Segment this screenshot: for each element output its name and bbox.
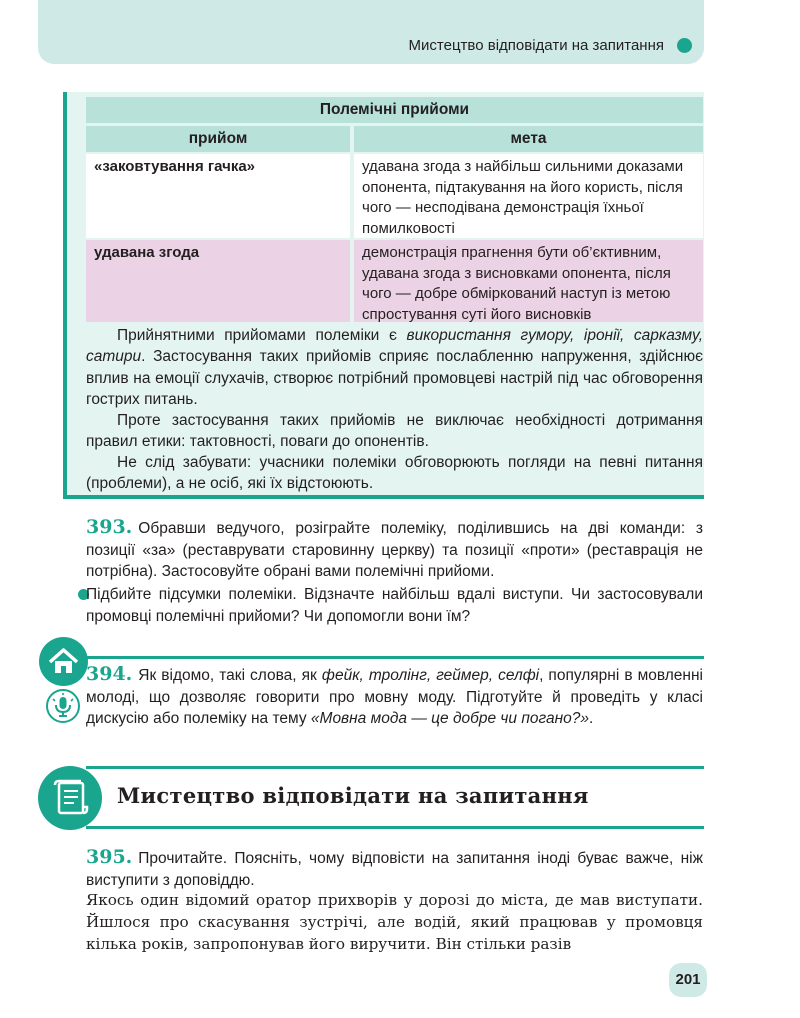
homework-rule [86,656,704,659]
exercise-number: 394. [86,663,133,685]
header-band [38,0,704,64]
section-title: Мистецтво відповідати на запитання [117,783,589,808]
exercise-395: 395. Прочитайте. Поясніть, чому відповісти на запитання іноді буває важче, ніж виступити з доповіддю. [86,846,703,889]
page-number: 201 [669,963,707,997]
microphone-icon [46,689,80,723]
table-cell-technique: удавана згода [86,240,350,322]
scroll-icon [38,766,102,830]
table-title: Полемічні прийоми [86,97,703,123]
story-paragraph: Якось один відомий оратор прихворів у дорозі до міста, де мав виступати. Йшлося про скасування зустрічі, але водій, який працював у промовця кілька років, запропонував його виручити. Він стільки разів [86,891,703,953]
exercise-number: 393. [86,516,133,538]
table-cell-goal: удавана згода з найбільш сильними доказами опонента, підтакування на його користь, після чого — несподівана демонстрація їхньої помилковості [354,154,703,238]
table-header-goal: мета [354,126,703,152]
exercise-394: 394. Як відомо, такі слова, як фейк, тролінг, геймер, селфі, популярні в мовленні молоді, що дозволяє говорити про мовну моду. Підготуйте й проведіть у класі дискусію або полеміку на тему «Мовна мода — це добре чи погано?». [86,663,703,727]
header-dot [677,38,692,53]
exercise-393: 393. Обравши ведучого, розіграйте полеміку, поділившись на дві команди: з позиції «за» (реставрувати старовинну церкву) та позиції «проти» (реставрація не потрібна). Застосовуйте обрані вами полемічні прийоми. [86,516,703,580]
running-header-title: Мистецтво відповідати на запитання [408,37,664,54]
table-cell-goal: демонстрація прагнення бути об’єктивним, удавана згода з висновками опонента, після чого — добре обміркований наступ із метою спростування суті його висновків [354,240,703,322]
exercise-number: 395. [86,846,133,868]
exercise-393-bullet: Підбийте підсумки полеміки. Відзначте найбільш вдалі виступи. Чи застосовували промовці полемічні прийоми? Чи допомогли вони їм? [86,586,703,625]
section-rule [86,826,704,829]
table-cell-technique: «заковтування гачка» [86,154,350,238]
section-rule [86,766,704,769]
theory-paragraph: Прийнятними прийомами полеміки є використання гумору, іронії, сарказму, сатири. Застосування таких прийомів сприяє послабленню напруження, здійснює вплив на емоції слухачів, створює потрібний промовцеві настрій під час обговорення гострих питань. [86,327,704,408]
table-header-technique: прийом [86,126,350,152]
theory-paragraph: Проте застосування таких прийомів не виключає необхідності дотримання правил етики: тактовності, поваги до опонентів. [86,412,703,451]
home-icon [39,637,88,686]
theory-paragraph: Не слід забувати: учасники полеміки обговорюють погляди на певні питання (проблеми), а не осіб, які їх відстоюють. [86,454,703,493]
